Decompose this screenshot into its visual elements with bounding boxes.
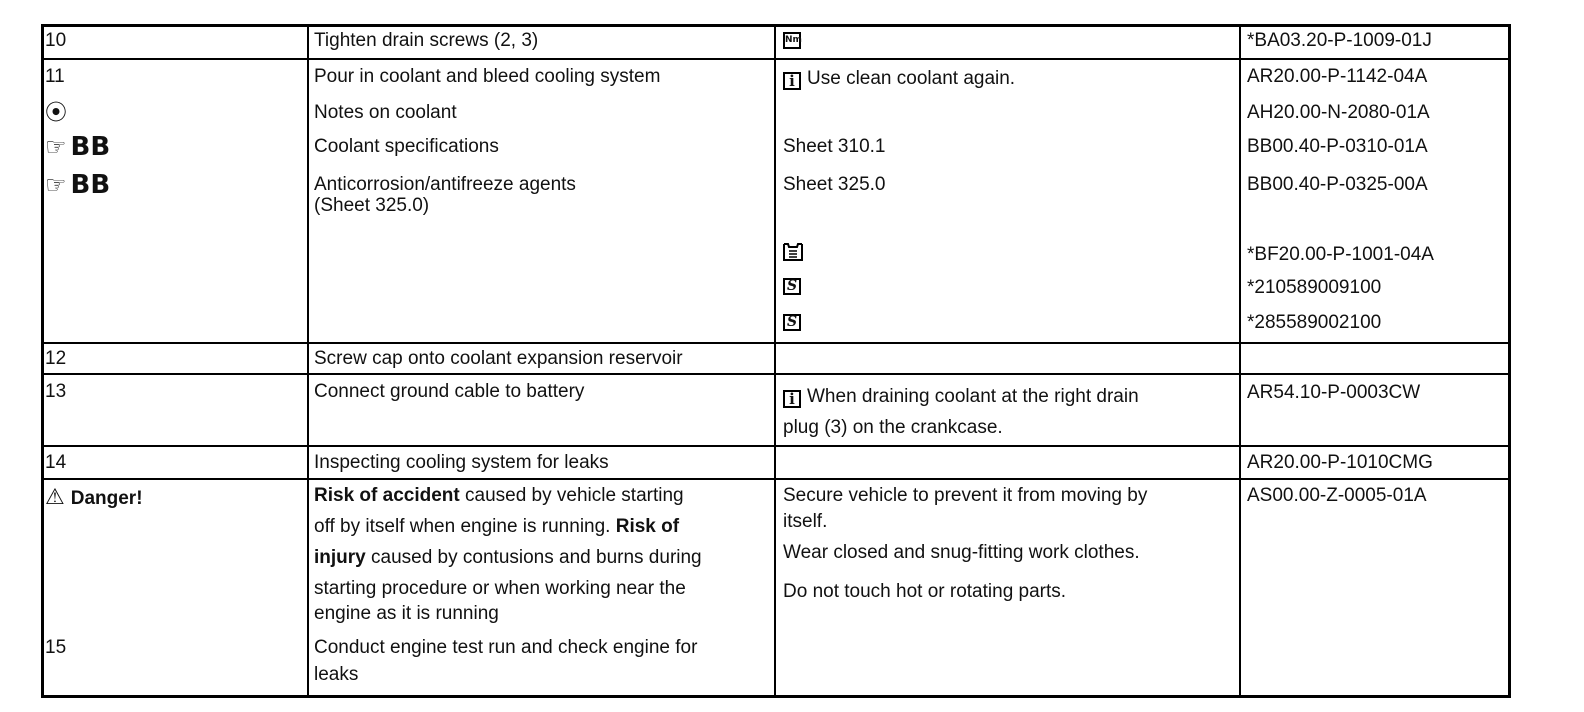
step-number: 12 — [45, 348, 67, 369]
table-border-right — [1508, 24, 1511, 698]
notes-icon: ⦿ — [45, 100, 68, 125]
table-border-top — [41, 24, 1511, 27]
special-tool-icon: S — [783, 314, 801, 331]
danger-label — [45, 484, 143, 511]
bb-marker — [45, 132, 110, 163]
step-action: Screw cap onto coolant expansion reservoir — [314, 348, 683, 369]
sheet-reference: Sheet 310.1 — [783, 136, 886, 157]
coolant-tank-icon — [782, 242, 804, 262]
step-action: Conduct engine test run and check engine for — [314, 637, 698, 658]
column-divider — [774, 24, 776, 698]
step-action: Connect ground cable to battery — [314, 381, 585, 402]
reference-code: AR20.00-P-1142-04A — [1247, 66, 1428, 87]
risk-text: engine as it is running — [314, 603, 499, 624]
info-icon: i — [783, 72, 801, 90]
step-action: Tighten drain screws (2, 3) — [314, 30, 539, 51]
reference-code: AR20.00-P-1010CMG — [1247, 452, 1433, 473]
bb-marker — [45, 170, 110, 201]
step-action: Coolant specifications — [314, 136, 499, 157]
step-action: Anticorrosion/antifreeze agents — [314, 174, 576, 195]
column-divider — [1239, 24, 1241, 698]
step-number: 15 — [45, 637, 67, 658]
warning-triangle-icon: ⚠ — [45, 484, 65, 509]
special-tool-icon: S — [783, 278, 801, 295]
safety-note: Do not touch hot or rotating parts. — [783, 581, 1067, 602]
bb-label: BB — [70, 170, 111, 200]
tool-number: *285589002100 — [1247, 312, 1382, 333]
bb-label: BB — [70, 132, 111, 162]
step-action: Notes on coolant — [314, 102, 457, 123]
note-text: When draining coolant at the right drain — [807, 386, 1139, 407]
row-divider — [41, 445, 1511, 447]
sheet-reference: Sheet 325.0 — [783, 174, 886, 195]
safety-note: Wear closed and snug-fitting work clothes. — [783, 542, 1140, 563]
safety-note: itself. — [783, 511, 828, 532]
table-border-bottom — [41, 695, 1511, 698]
tool-number: *210589009100 — [1247, 277, 1382, 298]
step-number: 14 — [45, 452, 67, 473]
reference-code: *BF20.00-P-1001-04A — [1247, 244, 1434, 265]
step-number: 11 — [45, 66, 65, 87]
column-divider — [307, 24, 309, 698]
danger-text: Danger! — [70, 488, 143, 509]
risk-text: starting procedure or when working near the — [314, 578, 686, 599]
torque-nm-icon: Nm — [783, 32, 801, 49]
row-divider — [41, 478, 1511, 480]
step-number: 13 — [45, 381, 67, 402]
step-action-cont: (Sheet 325.0) — [314, 195, 430, 216]
reference-code: BB00.40-P-0310-01A — [1247, 136, 1428, 157]
row-divider — [41, 342, 1511, 344]
row-divider — [41, 373, 1511, 375]
step-number: 10 — [45, 30, 67, 51]
note-text: Use clean coolant again. — [807, 68, 1016, 89]
reference-code: AH20.00-N-2080-01A — [1247, 102, 1430, 123]
reference-code: AS00.00-Z-0005-01A — [1247, 485, 1427, 506]
reference-code: BB00.40-P-0325-00A — [1247, 174, 1428, 195]
step-action: Inspecting cooling system for leaks — [314, 452, 609, 473]
reference-code: AR54.10-P-0003CW — [1247, 382, 1421, 403]
risk-text: off by itself when engine is running. Risk of — [314, 516, 680, 537]
info-note — [783, 386, 1139, 409]
step-action: Pour in coolant and bleed cooling system — [314, 66, 661, 87]
step-action-cont: leaks — [314, 664, 359, 685]
note-text-cont: plug (3) on the crankcase. — [783, 417, 1003, 438]
risk-text: Risk of accident caused by vehicle starting — [314, 485, 684, 506]
info-note — [783, 68, 1015, 91]
table-border-left — [41, 24, 44, 698]
pointing-hand-icon: ☞ — [45, 133, 67, 161]
risk-text: injury caused by contusions and burns during — [314, 547, 702, 568]
procedure-table — [41, 24, 1511, 698]
info-icon: i — [783, 390, 801, 408]
reference-code: *BA03.20-P-1009-01J — [1247, 30, 1432, 51]
pointing-hand-icon: ☞ — [45, 171, 67, 199]
safety-note: Secure vehicle to prevent it from moving by — [783, 485, 1148, 506]
row-divider — [41, 58, 1511, 60]
